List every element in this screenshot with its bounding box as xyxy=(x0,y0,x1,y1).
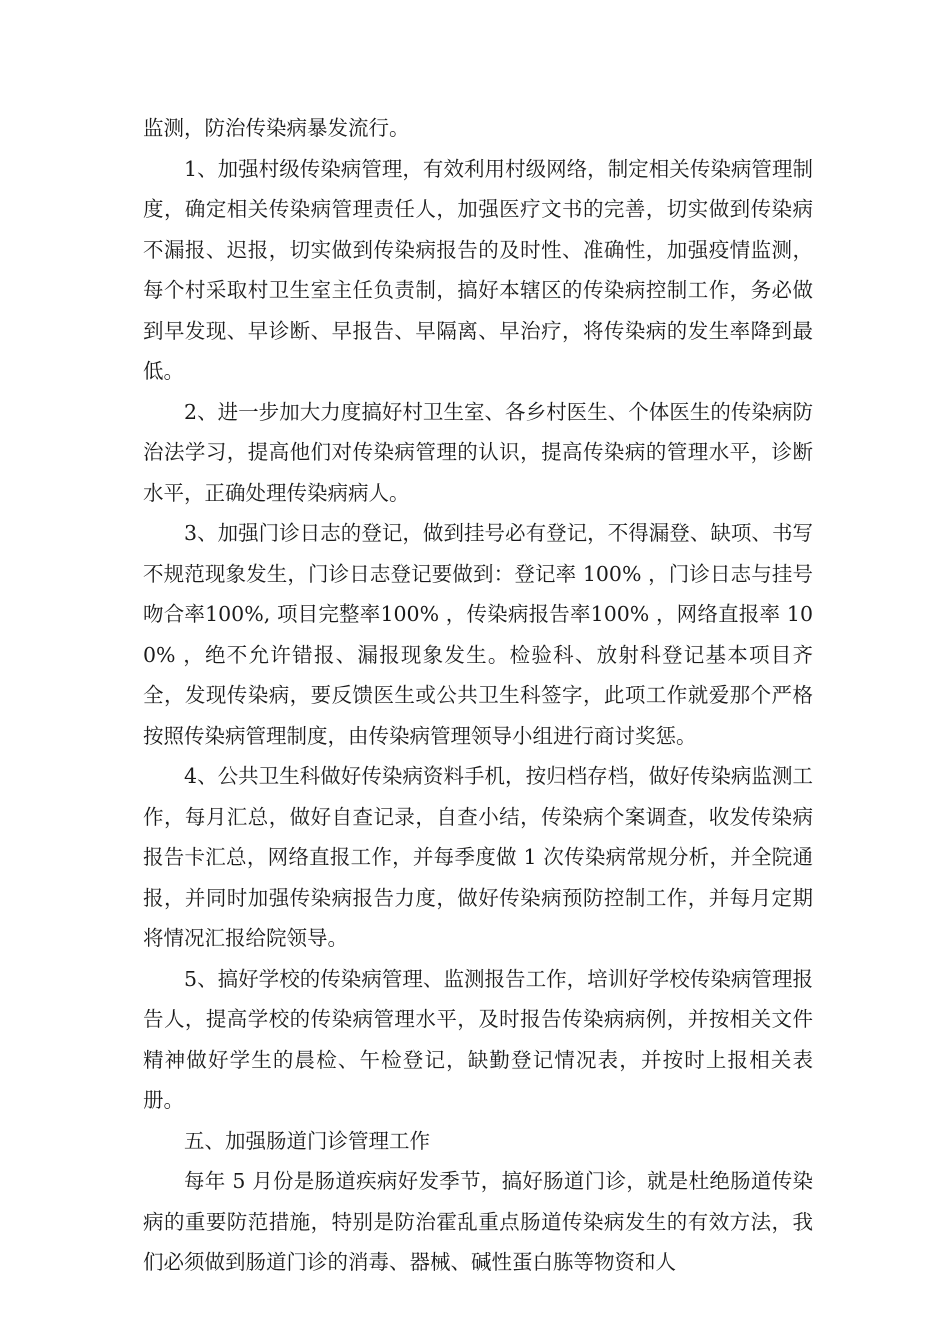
document-body xyxy=(143,108,813,1283)
paragraph-item-1: 1、加强村级传染病管理，有效利用村级网络，制定相关传染病管理制度，确定相关传染病管理责任人，加强医疗文书的完善，切实做到传染病不漏报、迟报，切实做到传染病报告的及时性、准确性，加强疫情监测，每个村采取村卫生室主任负责制，搞好本辖区的传染病控制工作，务必做到早发现、早诊断、早报告、早隔离、早治疗，将传染病的发生率降到最低。 xyxy=(143,156,813,383)
paragraph-item-5: 5、搞好学校的传染病管理、监测报告工作，培训好学校传染病管理报告人，提高学校的传染病管理水平，及时报告传染病病例，并按相关文件精神做好学生的晨检、午检登记，缺勤登记情况表，并按时上报相关表册。 xyxy=(143,966,813,1112)
paragraph-intestinal-clinic: 每年 5 月份是肠道疾病好发季节，搞好肠道门诊，就是杜绝肠道传染病的重要防范措施，特别是防治霍乱重点肠道传染病发生的有效方法，我们必须做到肠道门诊的消毒、器械、碱性蛋白胨等物资和人 xyxy=(143,1169,813,1274)
paragraph-item-3: 3、加强门诊日志的登记，做到挂号必有登记，不得漏登、缺项、书写不规范现象发生，门诊日志登记要做到：登记率 100% ，门诊日志与挂号吻合率100%, 项目完整率100% ，传染病报告率100% ，网络直报率 100% ，绝不允许错报、漏报现象发生。检验科、放射科登记基本项目齐全，发现传染病，要反馈医生或公共卫生科签字，此项工作就爱那个严格按照传染病管理制度，由传染病管理领导小组进行商讨奖惩。 xyxy=(143,521,813,748)
section-heading: 五、加强肠道门诊管理工作 xyxy=(184,1128,430,1153)
paragraph-item-2: 2、进一步加大力度搞好村卫生室、各乡村医生、个体医生的传染病防治法学习，提高他们对传染病管理的认识，提高传染病的管理水平，诊断水平，正确处理传染病病人。 xyxy=(143,399,813,505)
paragraph-item-4: 4、公共卫生科做好传染病资料手机，按归档存档，做好传染病监测工作，每月汇总，做好自查记录，自查小结，传染病个案调查，收发传染病报告卡汇总，网络直报工作，并每季度做 1 次传染病常规分析，并全院通报，并同时加强传染病报告力度，做好传染病预防控制工作，并每月定期将情况汇报给院领导。 xyxy=(143,764,813,950)
paragraph-continuation: 监测，防治传染病暴发流行。 xyxy=(143,116,410,140)
